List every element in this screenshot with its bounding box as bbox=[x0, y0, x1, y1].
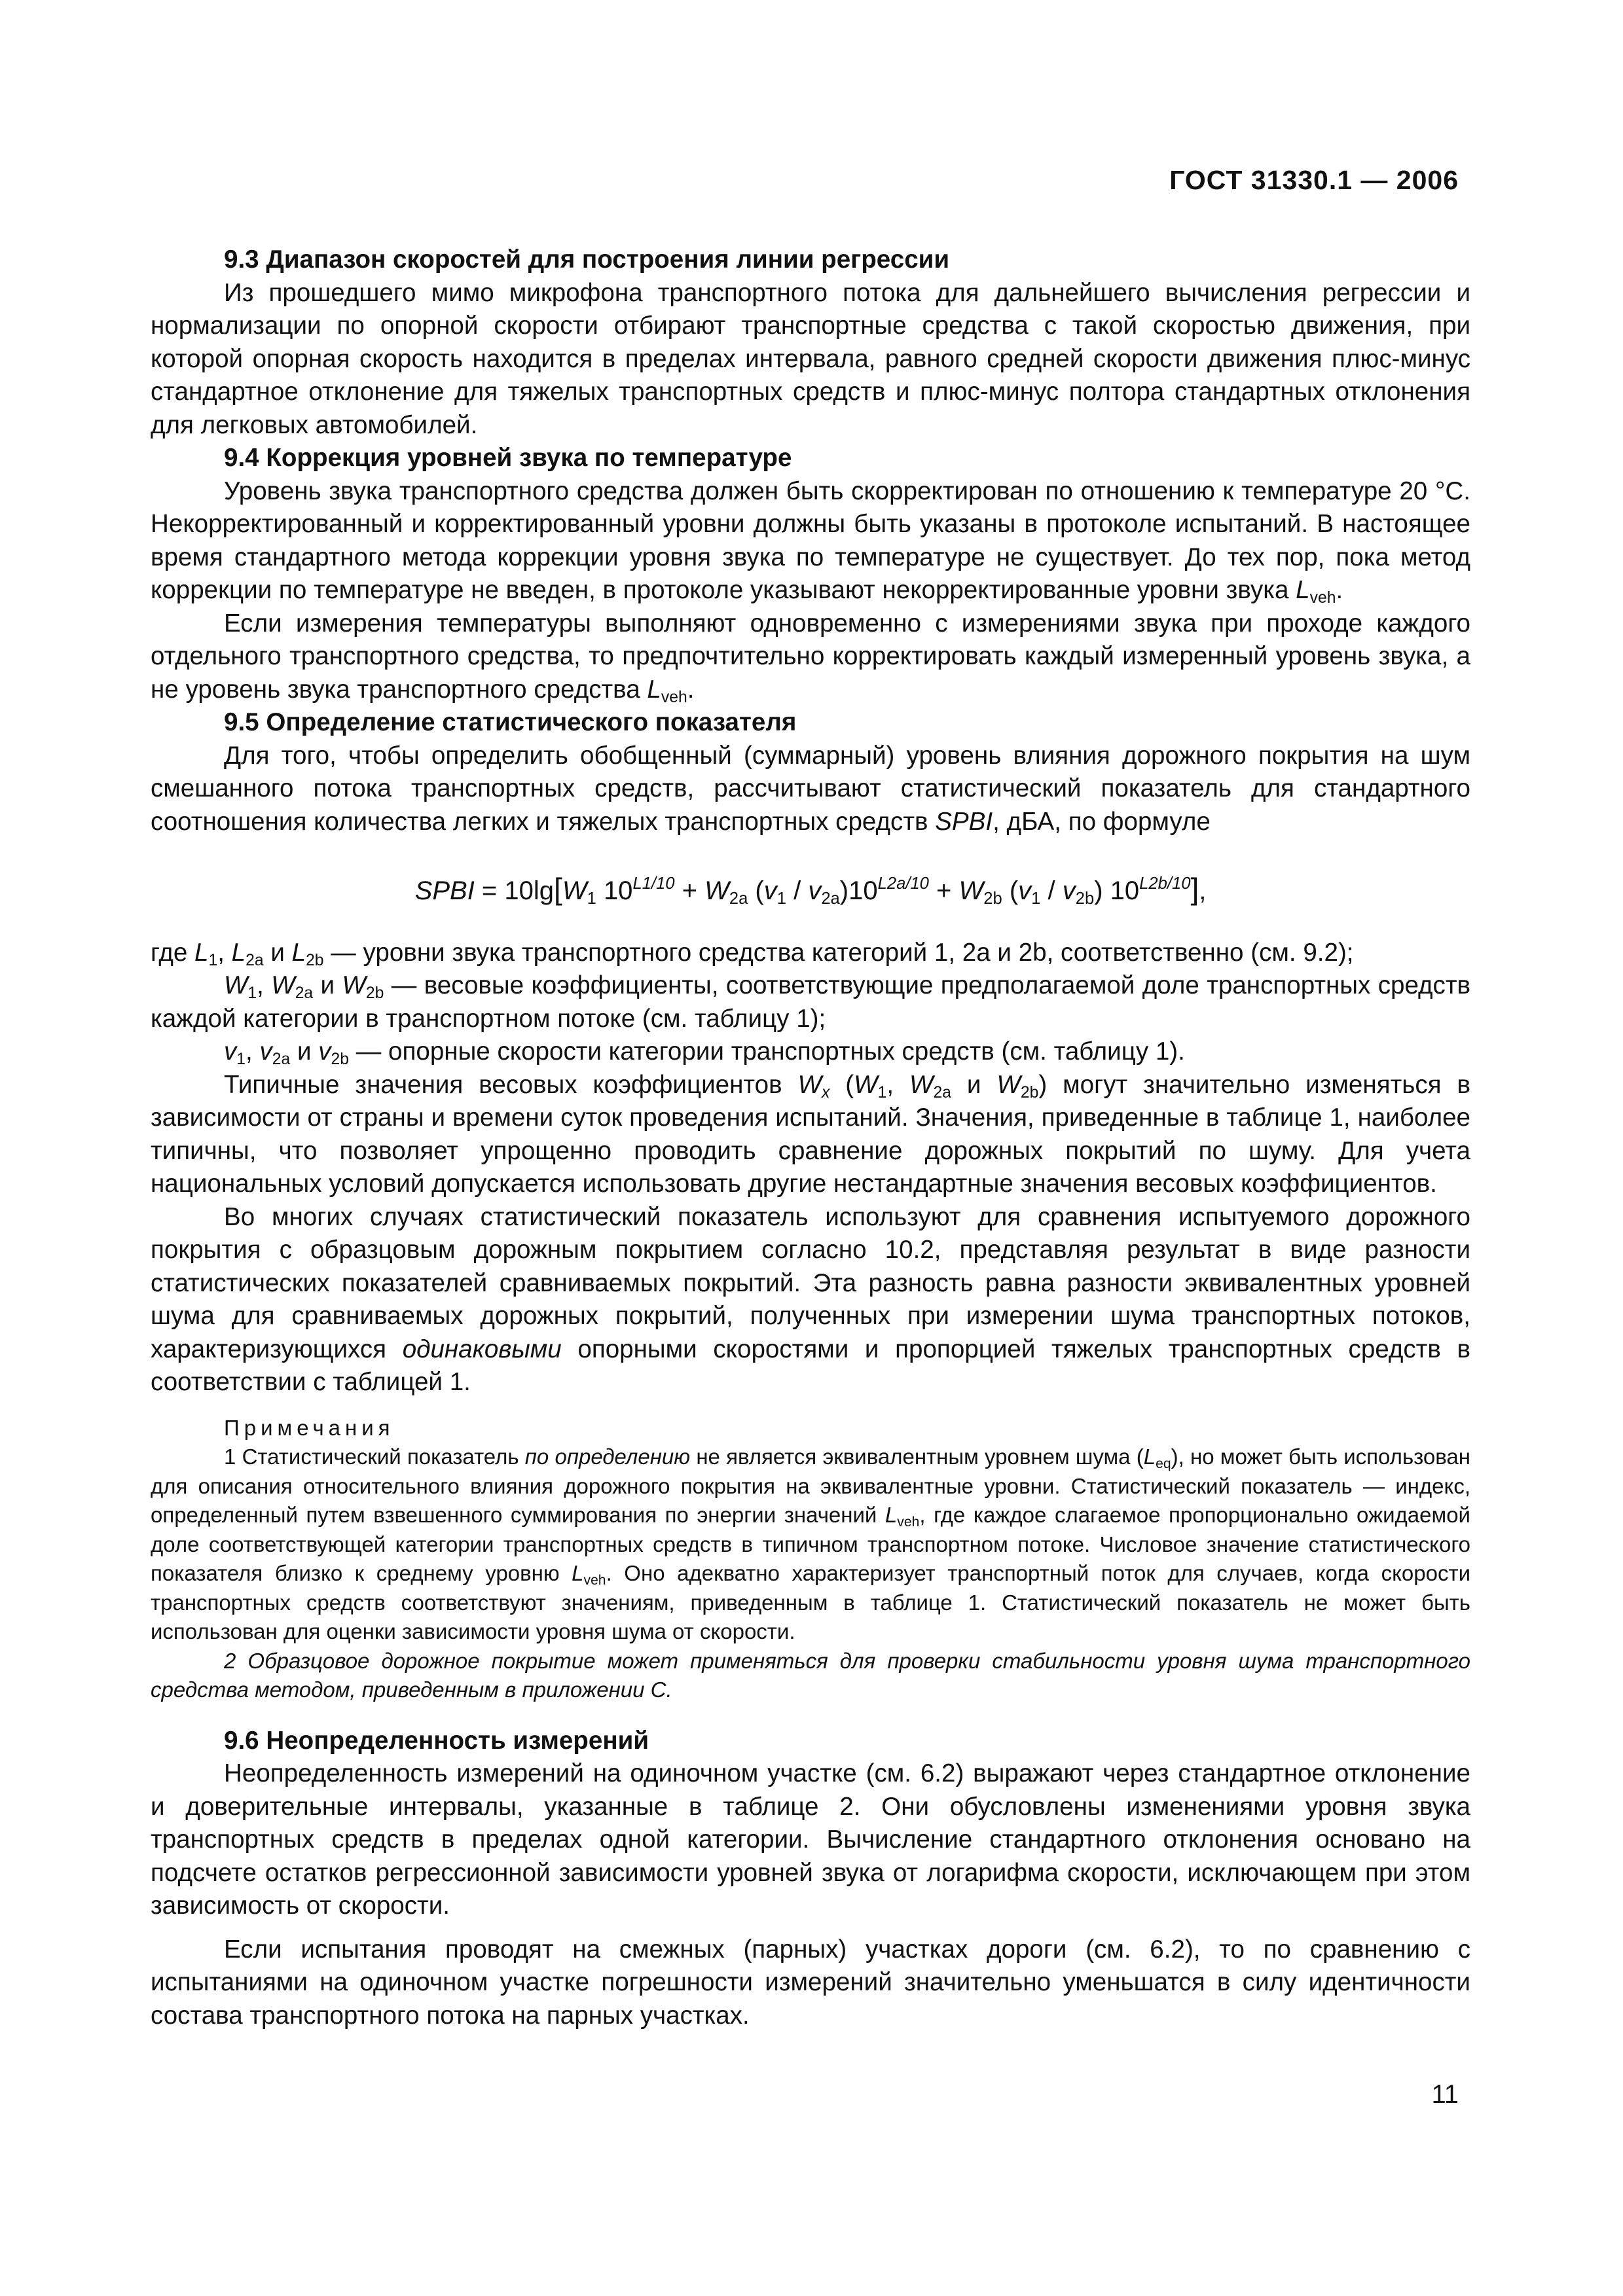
section-9-5-title: 9.5 Определение статистического показателя bbox=[224, 708, 797, 736]
section-9-3-title: 9.3 Диапазон скоростей для построения линии регрессии bbox=[224, 245, 950, 274]
formula-where-line-1: где $L_1$, $L_{2a}$ и $L_{2b}$ — уровни звука транспортного средства категорий 1, 2a и 2b, соответственно (см. 9.2); bbox=[151, 938, 1354, 969]
note-2: 2 Образцовое дорожное покрытие может применяться для проверки стабильности уровня шума транспортного средства методом, приведенным в приложении С. bbox=[151, 1648, 1470, 1702]
formula-where-line-2: $W_1$, $W_{2a}$ и $W_{2b}$ — весовые коэффициенты, соответствующие предполагаемой доле транспортных средств каждой категории в транспортном потоке (см. таблицу 1); bbox=[151, 971, 1471, 1033]
notes-heading: Примечания bbox=[224, 1415, 395, 1440]
notes-block bbox=[151, 1414, 1470, 1705]
section-9-4-paragraph-1: Уровень звука транспортного средства должен быть скорректирован по отношению к температуре 20 °С. Некорректированный и корректированный уровни должны быть указаны в протоколе испытаний. В настоящее время стандартного метода коррекции уровня звука по температуре не существует. До тех пор, пока метод коррекции по температуре не введен, в протоколе указывают некорректированные уровни звука $L_{veh}$. bbox=[151, 476, 1470, 607]
section-9-6-paragraph-1: Неопределенность измерений на одиночном участке (см. 6.2) выражают через стандартное отклонение и доверительные интервалы, указанные в таблице 2. Они обусловлены изменениями уровня звука транспортных средств в пределах одной категории. Вычисление стандартного отклонения основано на подсчете остатков регрессионной зависимости уровней звука от логарифма скорости, исключающем при этом зависимость от скорости. bbox=[151, 1759, 1470, 1920]
section-9-6-title: 9.6 Неопределенность измерений bbox=[224, 1726, 649, 1755]
formula-where-line-3: $v_1$, $v_{2a}$ и $v_{2b}$ — опорные скорости категории транспортных средств (см. таблицу 1). bbox=[224, 1037, 1185, 1068]
page-body bbox=[151, 243, 1470, 2032]
page-number: 11 bbox=[1431, 2080, 1459, 2109]
section-9-5-paragraph-1: Для того, чтобы определить обобщенный (суммарный) уровень влияния дорожного покрытия на шум смешанного потока транспортных средств, рассчитывают статистический показатель для стандартного соотношения количества легких и тяжелых транспортных средств SPBI, дБА, по формуле bbox=[151, 741, 1470, 836]
section-9-4-title: 9.4 Коррекция уровней звука по температуре bbox=[224, 444, 792, 472]
spbi-formula: SPBI = $10\lg[W_1$ $10^{L1/10} + W_{2a}$ $(v_1 / v_{2a})10^{L2a/10} + W_{2b}$ $(v_1 / v_{2b})$ $10^{L2b/10}$], bbox=[414, 872, 1207, 908]
section-9-3-text: Из прошедшего мимо микрофона транспортного потока для дальнейшего вычисления регрессии и нормализации по опорной скорости отбирают транспортные средства с такой скоростью движения, при которой опорная скорость находится в пределах интервала, равного средней скорости движения плюс-минус стандартное отклонение для тяжелых транспортных средств и плюс-минус полтора стандартных отклонения для легковых автомобилей. bbox=[151, 278, 1470, 439]
note-1: 1 Статистический показатель по определению не является эквивалентным уровнем шума $(L_{eq})$, но может быть использован для описания относительного влияния дорожного покрытия на эквивалентные уровни. Статистический показатель — индекс, определенный путем взвешенного суммирования по энергии значений $L_{veh}$, где каждое слагаемое пропорционально ожидаемой доле соответствующей категории транспортных средств в типичном транспортном потоке. Числовое значение статистического показателя близко к среднему уровню $L_{veh}$. Оно адекватно характеризует транспортный поток для случаев, когда скорости транспортных средств соответствуют значениям, приведенным в таблице 1. Статистический показатель не может быть использован для оценки зависимости уровня шума от скорости. bbox=[151, 1444, 1470, 1643]
section-9-4-paragraph-2: Если измерения температуры выполняют одновременно с измерениями звука при проходе каждого отдельного транспортного средства, то предпочтительно корректировать каждый измеренный уровень звука, а не уровень звука транспортного средства $L_{veh}$. bbox=[151, 609, 1470, 706]
section-9-5-paragraph-2: Типичные значения весовых коэффициентов $W_x$ ($W_1$, $W_{2a}$ и $W_{2b}$) могут значительно изменяться в зависимости от страны и времени суток проведения испытаний. Значения, приведенные в таблице 1, наиболее типичны, что позволяет упрощенно проводить сравнение дорожных покрытий по шуму. Для учета национальных условий допускается использовать другие нестандартные значения весовых коэффициентов. bbox=[151, 1070, 1470, 1198]
section-9-5-paragraph-3: Во многих случаях статистический показатель используют для сравнения испытуемого дорожного покрытия с образцовым дорожным покрытием согласно 10.2, представляя результат в виде разности статистических показателей сравниваемых покрытий. Эта разность равна разности эквивалентных уровней шума для сравниваемых дорожных покрытий, полученных при измерении шума транспортных потоков, характеризующихся одинаковыми опорными скоростями и пропорцией тяжелых транспортных средств в соответствии с таблицей 1. bbox=[151, 1202, 1470, 1396]
section-9-6-paragraph-2: Если испытания проводят на смежных (парных) участках дороги (см. 6.2), то по сравнению с испытаниями на одиночном участке погрешности измерений значительно уменьшатся в силу идентичности состава транспортного потока на парных участках. bbox=[151, 1935, 1470, 2030]
document-id-header: ГОСТ 31330.1 — 2006 bbox=[1169, 165, 1459, 195]
document-page bbox=[151, 0, 1470, 2296]
